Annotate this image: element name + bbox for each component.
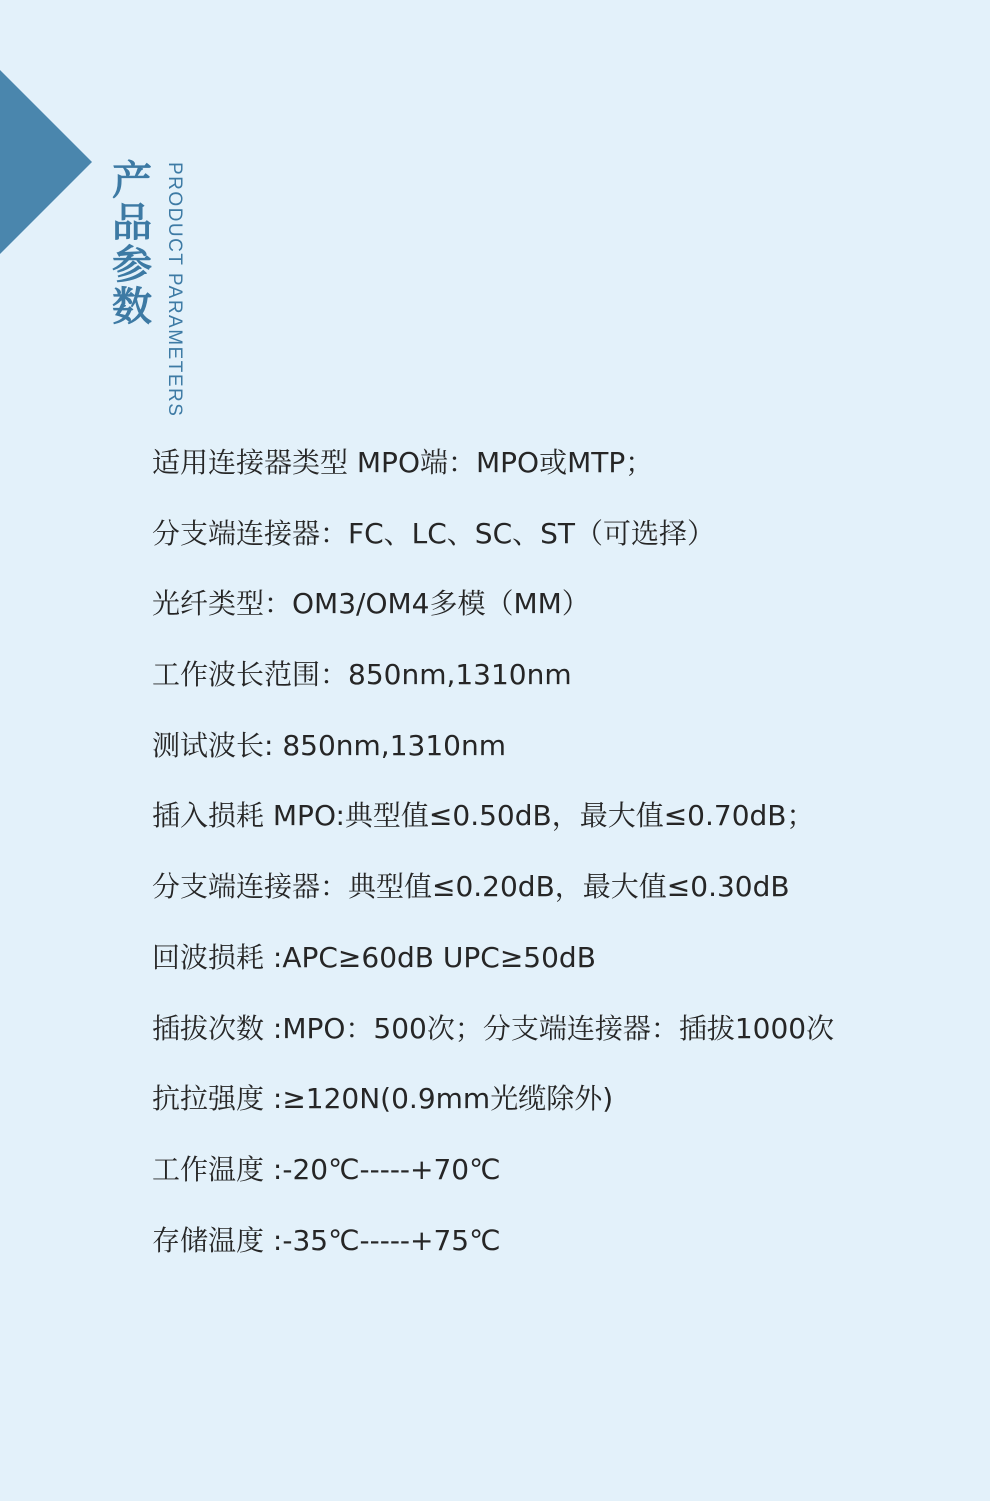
- parameter-list: [152, 438, 972, 1286]
- title-char: 参: [112, 242, 152, 288]
- param-durability: 插拔次数 :MPO：500次；分支端连接器：插拔1000次: [152, 1011, 835, 1045]
- param-storage-temp: 存储温度 :-35℃-----+75℃: [152, 1223, 501, 1257]
- param-connector-type: 适用连接器类型 MPO端：MPO或MTP；: [152, 446, 654, 479]
- param-insertion-loss-mpo: 插入损耗 MPO:典型值≤0.50dB，最大值≤0.70dB；: [152, 799, 815, 833]
- param-test-wavelength: 测试波长: 850nm,1310nm: [152, 728, 506, 762]
- param-branch-connector: 分支端连接器：FC、LC、SC、ST（可选择）: [152, 516, 716, 550]
- section-title-en: PRODUCT PARAMETERS: [164, 162, 185, 418]
- param-return-loss: 回波损耗 :APC≥60dB UPC≥50dB: [152, 940, 596, 974]
- param-operating-temp: 工作温度 :-20℃-----+70℃: [152, 1152, 501, 1186]
- param-insertion-loss-branch: 分支端连接器：典型值≤0.20dB，最大值≤0.30dB: [152, 870, 790, 904]
- param-wavelength-range: 工作波长范围：850nm,1310nm: [152, 658, 572, 692]
- title-char: 数: [112, 284, 152, 330]
- param-tensile-strength: 抗拉强度 :≥120N(0.9mm光缆除外): [152, 1082, 614, 1116]
- decorative-triangle: [0, 70, 92, 254]
- title-char: 产: [112, 158, 152, 204]
- title-char: 品: [112, 200, 152, 246]
- section-title-cn: [108, 160, 156, 328]
- param-fiber-type: 光纤类型：OM3/OM4多模（MM）: [152, 587, 590, 621]
